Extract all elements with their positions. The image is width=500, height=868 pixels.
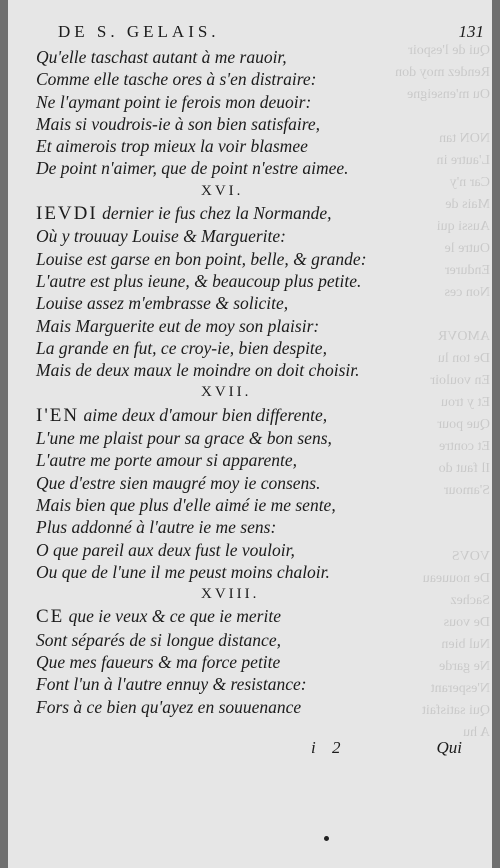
book-page bbox=[8, 0, 492, 868]
verse-line: Qu'elle taschast autant à me rauoir, bbox=[36, 47, 287, 67]
bleed-through-text: Qui de l'espoir Rendez moy don Ou m'enseigne NON tan L'autre in Car n'y Mais de Aussi qui Outre le Endurer Non ces AMOVR De ton lu En vouloir Et y trou Que pour Et contre Il faut do S'amour VOVS De nouueau Sachez De vous Nul bien Ne garde N'esperant Qui satisfait A hu bbox=[395, 43, 490, 740]
poem-text bbox=[36, 46, 484, 718]
verse-line: Fors à ce bien qu'ayez en souuenance bbox=[36, 696, 302, 717]
poem-number: XVIII. bbox=[201, 586, 260, 603]
poem-number: XVI. bbox=[201, 182, 244, 199]
first-line-rest: que ie veux & ce que ie merite bbox=[64, 606, 281, 627]
first-verse-line bbox=[36, 202, 484, 225]
poem-xvi bbox=[36, 180, 484, 382]
verse-line: Font l'un à l'autre ennuy & resistance: bbox=[36, 674, 307, 695]
poem-xvii bbox=[36, 381, 484, 583]
catchword: Qui bbox=[436, 738, 462, 757]
verse-line: L'autre est plus ieune, & beaucoup plus petite. bbox=[36, 270, 362, 291]
verse-line: Sont séparés de si longue distance, bbox=[36, 629, 281, 650]
page-footer bbox=[36, 738, 462, 762]
verse-line: Que d'estre sien maugré moy ie consens. bbox=[36, 472, 321, 493]
page-number: 131 bbox=[458, 22, 484, 41]
first-verse-line bbox=[36, 605, 484, 628]
verse-line: O que pareil aux deux fust le vouloir, bbox=[36, 539, 295, 560]
poem-continuation bbox=[36, 46, 484, 180]
verse-line: Mais de deux maux le moindre on doit choisir. bbox=[36, 360, 360, 381]
printer-signature-mark: i 2 bbox=[311, 738, 347, 757]
poem-number: XVII. bbox=[201, 384, 252, 401]
verse-line: Et aimerois trop mieux la voir blasmee bbox=[36, 136, 308, 157]
verse-line: L'autre me porte amour si apparente, bbox=[36, 450, 298, 471]
first-verse-line bbox=[36, 404, 484, 427]
opening-word: I'EN bbox=[36, 404, 80, 426]
first-line-rest: aime deux d'amour bien differente, bbox=[79, 404, 328, 425]
running-title: DE S. GELAIS. bbox=[58, 22, 220, 41]
poem-xviii bbox=[36, 583, 484, 718]
first-line-rest: dernier ie fus chez la Normande, bbox=[97, 203, 332, 224]
verse-line: Comme elle tasche ores à s'en distraire: bbox=[36, 69, 317, 90]
verse-line: Mais bien que plus d'elle aimé ie me sente, bbox=[36, 494, 336, 515]
verse-line: Mais Marguerite eut de moy son plaisir: bbox=[36, 315, 320, 336]
verse-line: Louise est garse en bon point, belle, & grande: bbox=[36, 248, 367, 269]
verse-line: Ou que de l'une il me peust moins chaloir. bbox=[36, 561, 330, 582]
verse-line: La grande en fut, ce croy-ie, bien despite, bbox=[36, 337, 327, 358]
verse-line: L'une me plaist pour sa grace & bon sens, bbox=[36, 428, 332, 449]
ink-spot bbox=[324, 836, 329, 841]
verse-line: De point n'aimer, que de point n'estre aimee. bbox=[36, 158, 349, 179]
verse-line: Plus addonné à l'autre ie me sens: bbox=[36, 517, 277, 538]
verse-line: Que mes faueurs & ma force petite bbox=[36, 652, 281, 673]
verse-line: Ne l'aymant point ie ferois mon deuoir: bbox=[36, 91, 312, 112]
verse-line: Louise assez m'embrasse & solicite, bbox=[36, 293, 289, 314]
verse-line: Où y trouuay Louise & Marguerite: bbox=[36, 226, 286, 247]
opening-word: IEVDI bbox=[36, 203, 98, 225]
verse-line: Mais si voudrois-ie à son bien satisfaire, bbox=[36, 113, 321, 134]
opening-word: CE bbox=[36, 606, 65, 628]
